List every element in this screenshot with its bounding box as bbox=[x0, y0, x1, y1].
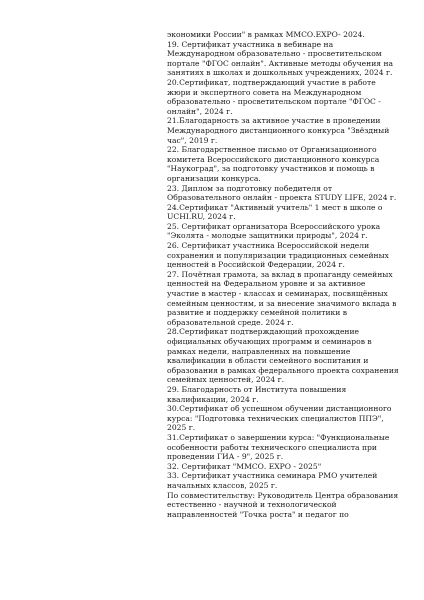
list-item-31: 31.Сертификат о завершении курса: "Функциональные особенности работы технического специалиста при проведении ГИА - 9", 2025 г. bbox=[167, 432, 390, 462]
list-item-continuation: экономики России" в рамках ММСО.EXPO- 2024. bbox=[167, 30, 365, 39]
list-item-25: 25. Сертификат организатора Всероссийского урока "Эколята - молодые защитники природы", 2024 г. bbox=[167, 221, 381, 241]
part-time-paragraph: По совместительству: Руководитель Центра образования естественно - научной и технологической направленностей "Точка роста" и педагог по bbox=[167, 490, 399, 519]
list-item-32: 32. Сертификат "ММСО. EXPO - 2025" bbox=[167, 461, 322, 471]
list-item-27: 27. Почётная грамота, за вклад в пропаганду семейных ценностей на Федеральном уровне и за активное участие в мастер - классах и семинарах, посвящённых семейным ценностям, и за внесение значимого вклада в развитие и поддержку семейной политики в образовательной среде. 2024 г. bbox=[167, 269, 397, 327]
list-item-33: 33. Сертификат участника семинара РМО учителей начальных классов, 2025 г. bbox=[167, 471, 378, 490]
achievements-list bbox=[167, 30, 399, 519]
list-item-26: 26. Сертификат участника Всероссийской недели сохранения и популяризации традиционных семейных ценностей в Российской Федерации, 2024 г. bbox=[167, 241, 389, 270]
list-item-24: 24.Сертификат "Активный учитель" 1 мест в школе о UCHI.RU, 2024 г. bbox=[167, 202, 383, 222]
list-item-20: 20.Сертификат, подтверждающий участие в работе жюри и экспертного совета на Международном образовательно - просветительском портале "ФГОС - онлайн", 2024 г. bbox=[167, 77, 381, 116]
list-item-28: 28.Сертификат подтверждающий прохождение официальных обучающих программ и семинаров в рамках недели, направленных на повышение квалификации в области семейного воспитания и образования в рамках федерального проекта сохранения семейных ценностей, 2024 г. bbox=[167, 327, 399, 385]
list-item-29: 29. Благодарность от Института повышения квалификации, 2024 г. bbox=[167, 384, 347, 404]
list-item-22: 22. Благодарственное письмо от Организационного комитета Всероссийского дистанционного конкурса "Наукоград", за подготовку участников и помощь в организации конкурса. bbox=[167, 145, 380, 183]
list-item-21: 21.Благодарность за активное участие в проведении Международного дистанционного конкурса "Звёздный час", 2019 г. bbox=[167, 116, 390, 145]
list-item-23: 23. Диплом за подготовку победителя от Образовательного онлайн - проекта STUDY LIFE, 2024 г. bbox=[167, 183, 397, 203]
list-item-19: 19. Сертификат участника в вебинаре на Международном образовательно - просветительском портале "ФГОС онлайн". Активные методы обучения на занятиях в школах и дошкольных учреждениях, 2024 г. bbox=[167, 39, 394, 78]
list-item-30: 30.Сертификат об успешном обучении дистанционного курса: "Подготовка технических специалистов ППЭ", 2025 г. bbox=[167, 404, 392, 433]
